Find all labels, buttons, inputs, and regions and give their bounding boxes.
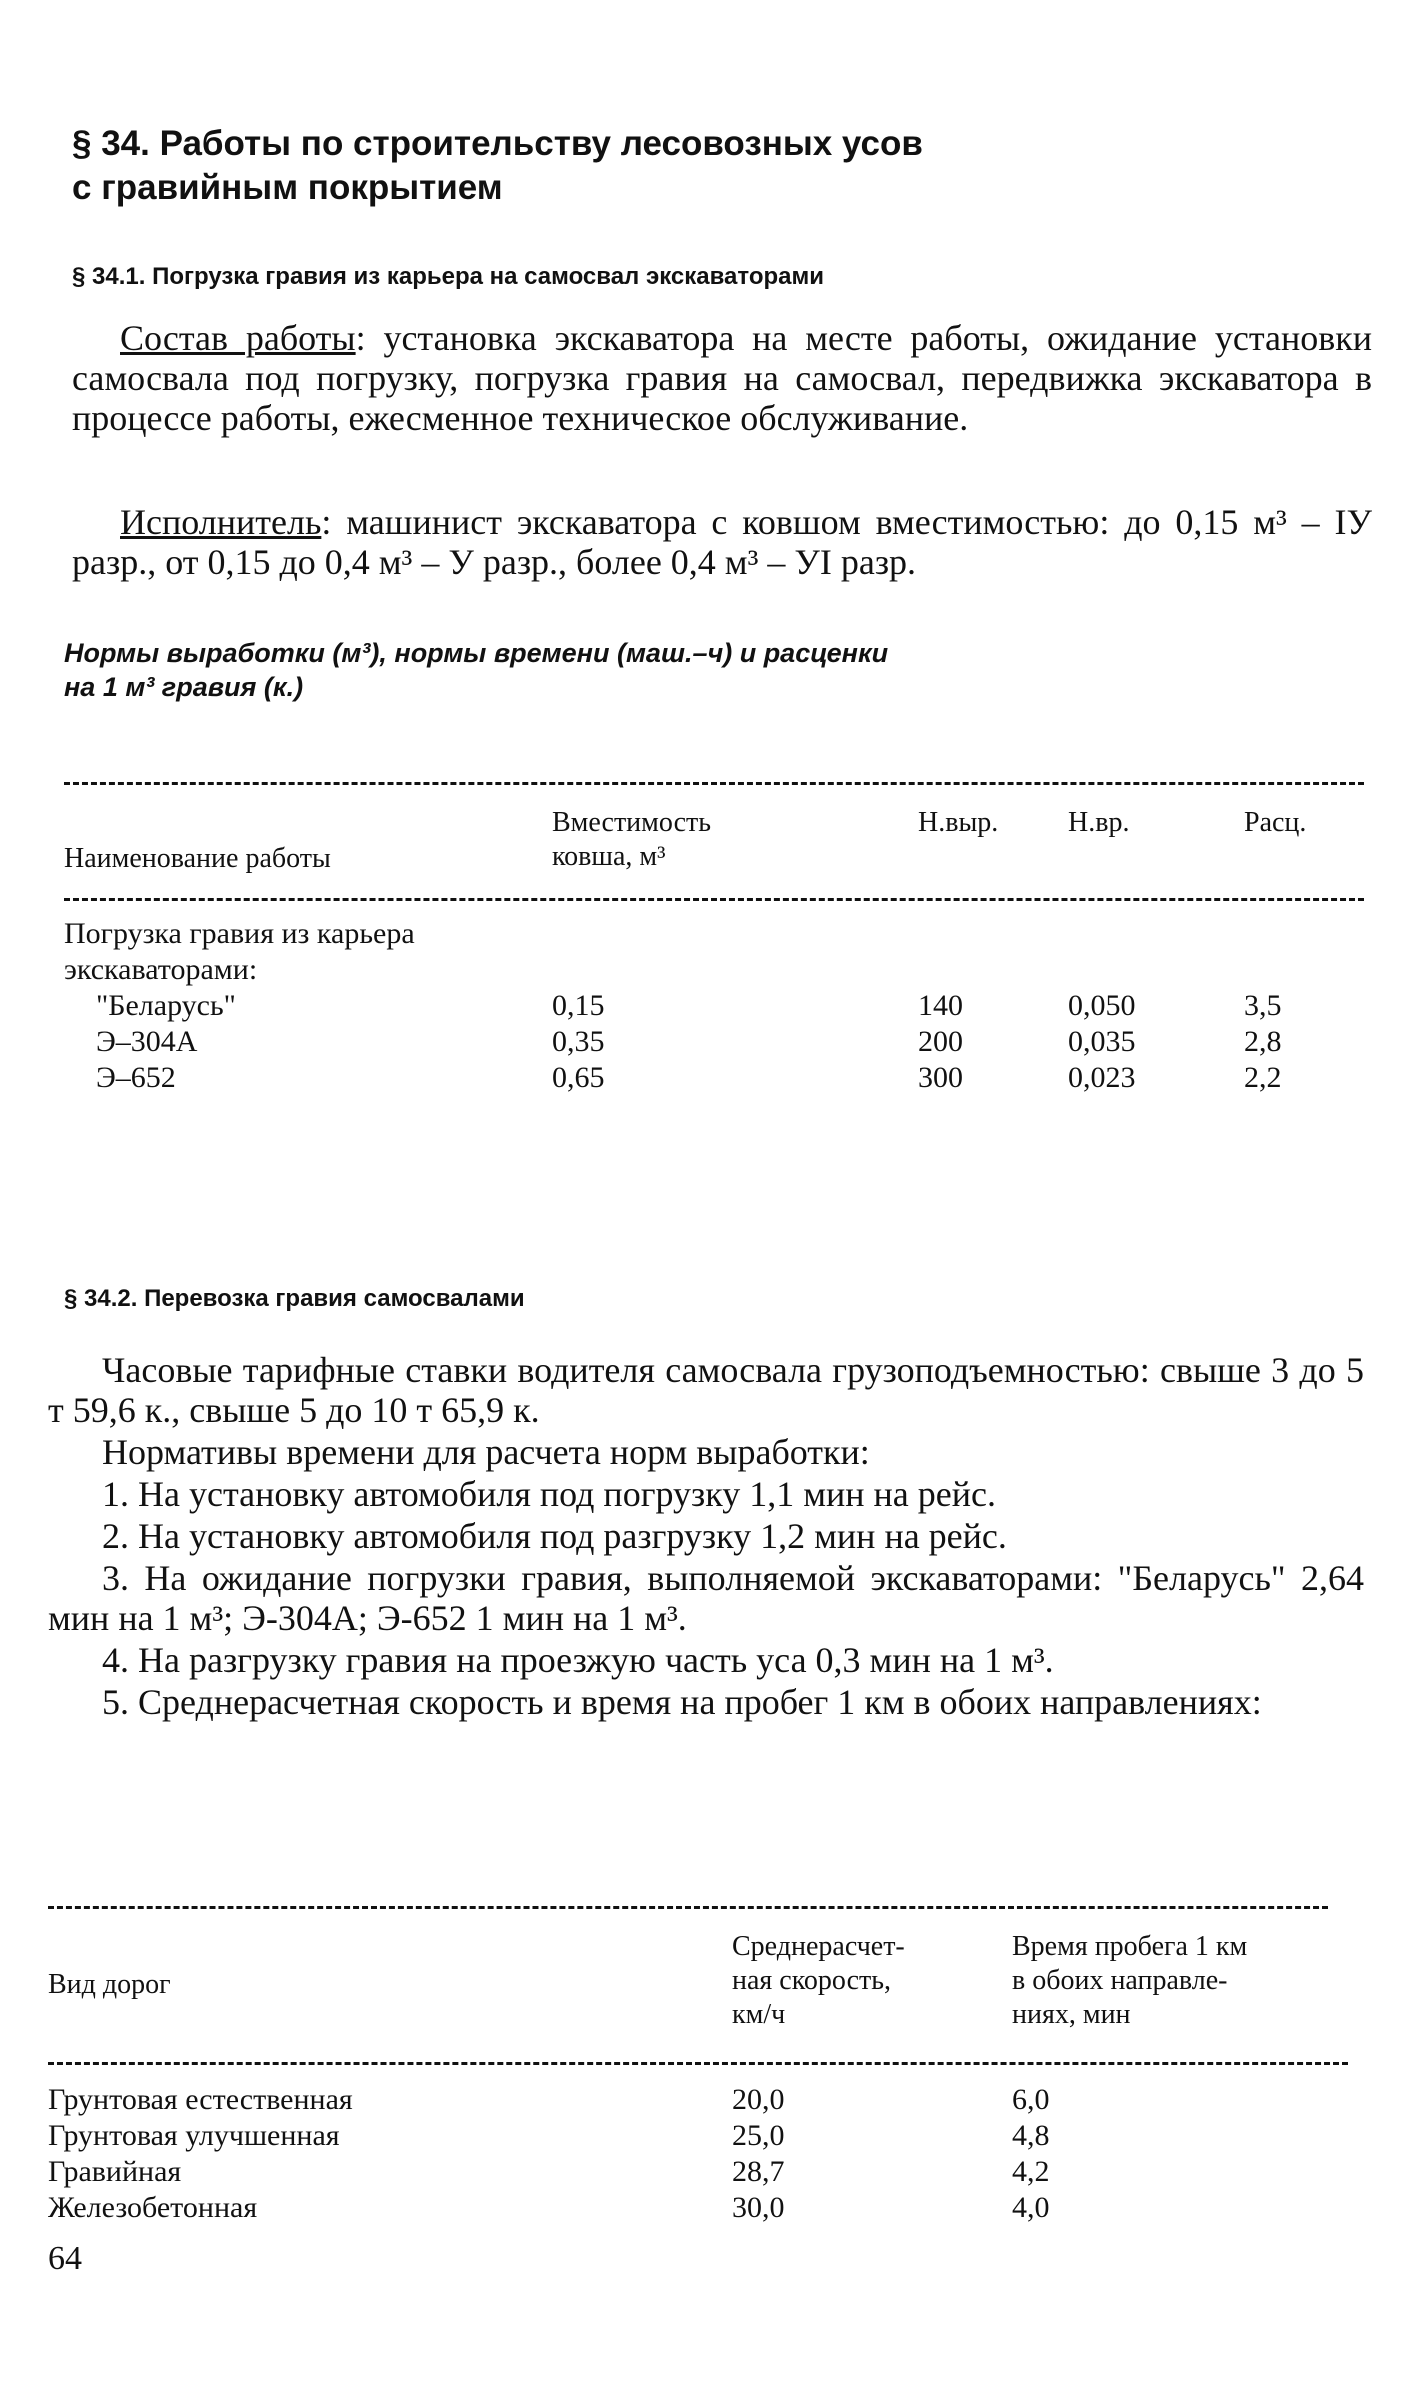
- table-cell-capacity: 0,15: [552, 989, 605, 1022]
- table2-header-time-l1: Время пробега 1 км: [1012, 1931, 1248, 1962]
- table-row-name: "Беларусь": [96, 989, 236, 1022]
- table-cell-nvr: 0,035: [1068, 1025, 1136, 1058]
- subsection-34-2-title: § 34.2. Перевозка гравия самосвалами: [64, 1285, 525, 1312]
- table-cell-time: 4,2: [1012, 2155, 1050, 2188]
- subsection-34-1-title: § 34.1. Погрузка гравия из карьера на самосвал экскаваторами: [72, 263, 825, 290]
- table2-header-time-l3: ниях, мин: [1012, 1999, 1131, 2030]
- table1-header-name: Наименование работы: [64, 843, 331, 874]
- section-title-line2: с гравийным покрытием: [72, 168, 503, 207]
- table-row-name: Э–652: [96, 1061, 176, 1094]
- table2-header-time: [1012, 1930, 1247, 2032]
- table1-group-l1: Погрузка гравия из карьера: [64, 917, 415, 950]
- table-cell-nvyr: 140: [918, 989, 963, 1022]
- tariff-paragraph: Часовые тарифные ставки водителя самосвала грузоподъемностью: свыше 3 до 5 т 59,6 к., свыше 5 до 10 т 65,9 к.: [48, 1350, 1364, 1430]
- table-cell-speed: 25,0: [732, 2119, 785, 2152]
- table1-group-l2: экскаваторами:: [64, 953, 258, 986]
- table2-header-speed: [732, 1930, 905, 2032]
- table1-header-nvr: Н.вр.: [1068, 807, 1130, 838]
- time-norms-intro: Нормативы времени для расчета норм выработки:: [102, 1432, 870, 1472]
- table-cell-time: 6,0: [1012, 2083, 1050, 2116]
- table-cell-time: 4,0: [1012, 2191, 1050, 2224]
- table-cell-rasc: 3,5: [1244, 989, 1282, 1022]
- table-cell-rasc: 2,2: [1244, 1061, 1282, 1094]
- table1-top-rule: [64, 782, 1364, 785]
- table2-header-speed-l1: Среднерасчет-: [732, 1931, 905, 1962]
- composition-paragraph: [72, 318, 1372, 438]
- table-row-road: Гравийная: [48, 2155, 182, 2188]
- norms-caption: [64, 636, 1164, 704]
- table1-group-label: [64, 916, 415, 988]
- table2-top-rule: [48, 1906, 1328, 1909]
- norm-item-5: 5. Среднерасчетная скорость и время на пробег 1 км в обоих направлениях:: [102, 1682, 1262, 1722]
- table2-header-speed-l2: ная скорость,: [732, 1965, 892, 1996]
- table-cell-nvr: 0,050: [1068, 989, 1136, 1022]
- table-cell-nvyr: 200: [918, 1025, 963, 1058]
- table-cell-time: 4,8: [1012, 2119, 1050, 2152]
- table-cell-rasc: 2,8: [1244, 1025, 1282, 1058]
- norm-item-1: 1. На установку автомобиля под погрузку 1,1 мин на рейс.: [102, 1474, 996, 1514]
- performer-text: : машинист экскаватора с ковшом вместимостью: до 0,15 м³ – IУ разр., от 0,15 до 0,4 м³ – У разр., более 0,4 м³ – УI разр.: [72, 502, 1372, 582]
- table-row-road: Грунтовая улучшенная: [48, 2119, 340, 2152]
- norm-item-2: 2. На установку автомобиля под разгрузку 1,2 мин на рейс.: [102, 1516, 1007, 1556]
- table-cell-capacity: 0,65: [552, 1061, 605, 1094]
- table1-header-capacity-l2: ковша, м³: [552, 841, 666, 872]
- composition-label: Состав работы: [120, 318, 356, 358]
- composition-text: : установка экскаватора на месте работы, ожидание установки самосвала под погрузку, погрузка гравия на самосвал, передвижка экскаватора в процессе работы, ежесменное техническое обслуживание.: [72, 318, 1372, 438]
- norm-item-4: 4. На разгрузку гравия на проезжую часть уса 0,3 мин на 1 м³.: [102, 1640, 1054, 1680]
- table2-header-time-l2: в обоих направле-: [1012, 1965, 1228, 1996]
- section-title: [72, 122, 1072, 210]
- table2-header-road: Вид дорог: [48, 1969, 171, 2000]
- table2-header-speed-l3: км/ч: [732, 1999, 786, 2030]
- table-cell-speed: 30,0: [732, 2191, 785, 2224]
- performer-label: Исполнитель: [120, 502, 322, 542]
- norms-caption-line2: на 1 м³ гравия (к.): [64, 672, 304, 702]
- table1-header-rasc: Расц.: [1244, 807, 1307, 838]
- table-cell-nvyr: 300: [918, 1061, 963, 1094]
- table2-header-rule: [48, 2062, 1348, 2065]
- table-row-name: Э–304А: [96, 1025, 198, 1058]
- table-row-road: Железобетонная: [48, 2191, 258, 2224]
- table1-header-nvyr: Н.выр.: [918, 807, 999, 838]
- table-cell-speed: 28,7: [732, 2155, 785, 2188]
- table-cell-nvr: 0,023: [1068, 1061, 1136, 1094]
- table-cell-speed: 20,0: [732, 2083, 785, 2116]
- section-title-line1: § 34. Работы по строительству лесовозных усов: [72, 124, 923, 163]
- table1-header-capacity: [552, 806, 711, 874]
- table1-header-rule: [64, 898, 1364, 901]
- performer-paragraph: [72, 502, 1372, 582]
- table-row-road: Грунтовая естественная: [48, 2083, 353, 2116]
- norms-caption-line1: Нормы выработки (м³), нормы времени (маш.–ч) и расценки: [64, 638, 889, 668]
- table-cell-capacity: 0,35: [552, 1025, 605, 1058]
- table1-header-capacity-l1: Вместимость: [552, 807, 712, 838]
- page-number: 64: [48, 2240, 82, 2277]
- norm-item-3: 3. На ожидание погрузки гравия, выполняемой экскаваторами: "Беларусь" 2,64 мин на 1 м³; Э-304А; Э-652 1 мин на 1 м³.: [48, 1558, 1364, 1638]
